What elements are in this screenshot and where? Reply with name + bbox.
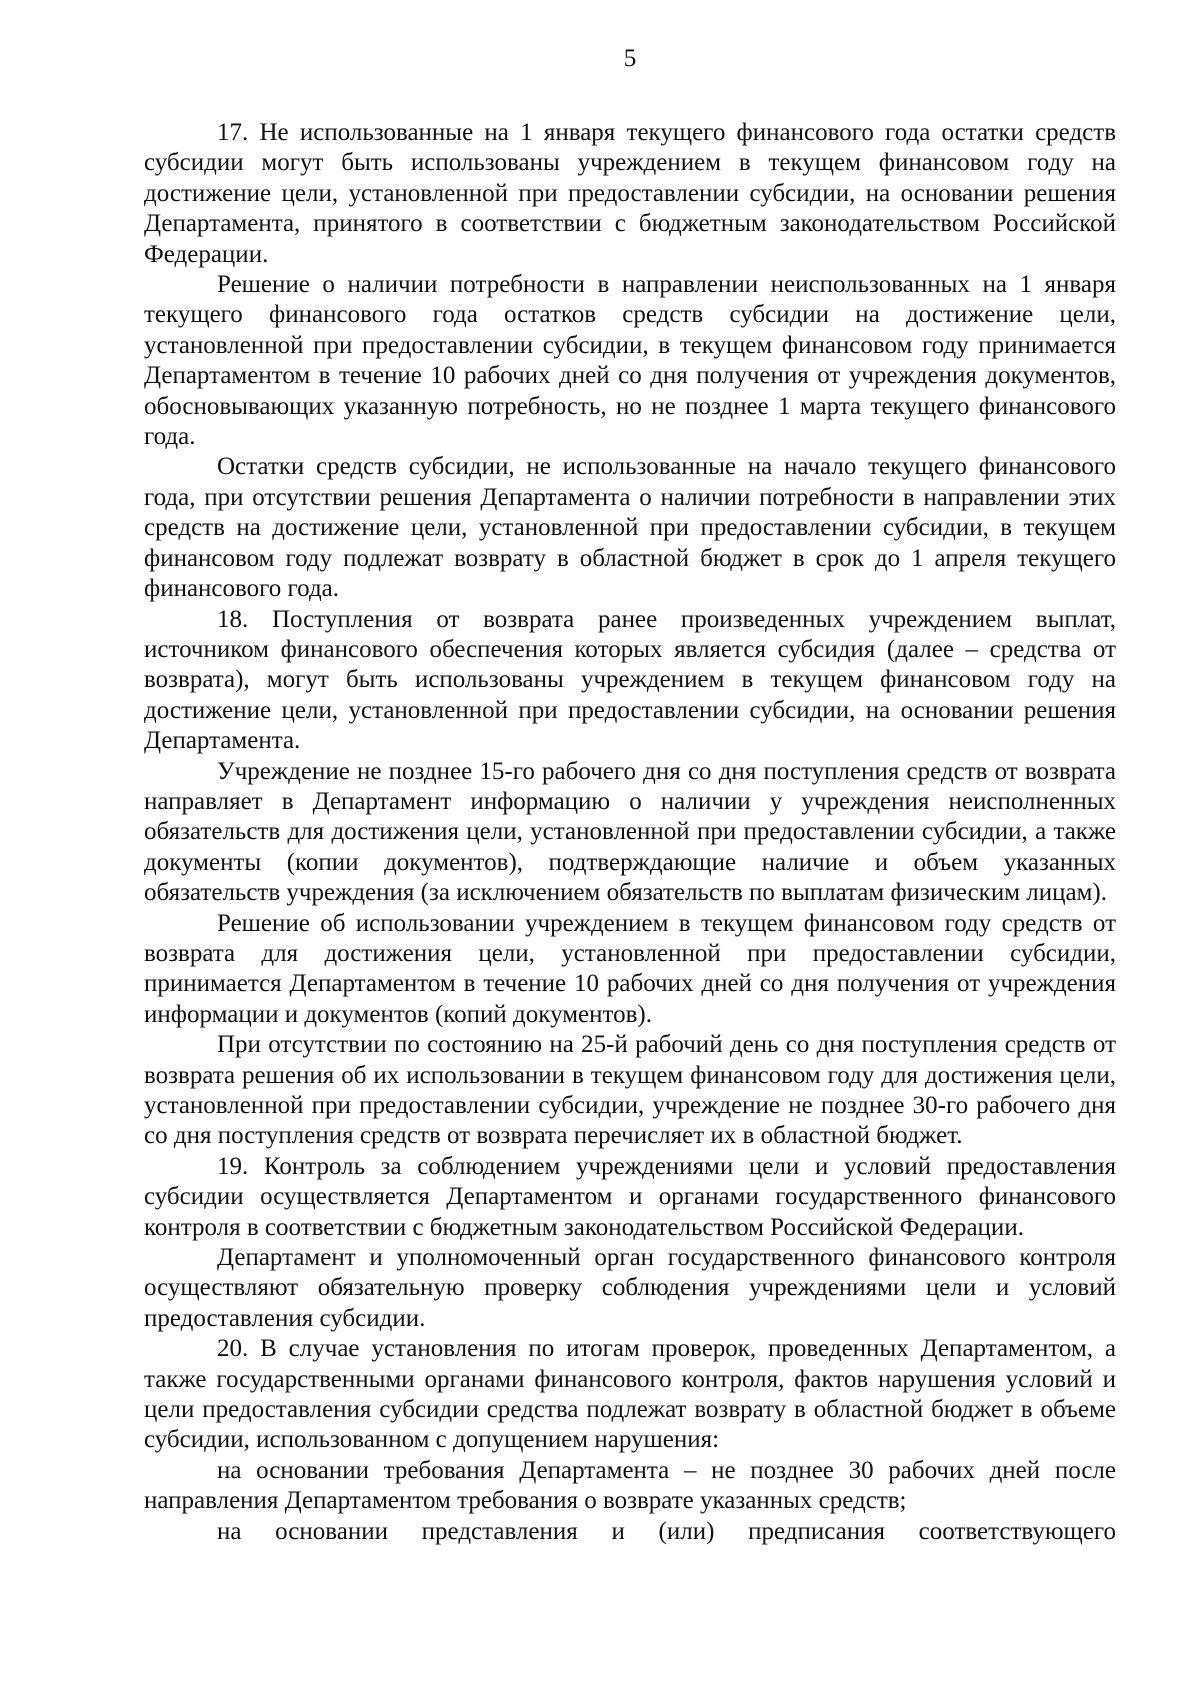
paragraph-18-decision: Решение об использовании учреждением в текущем финансовом году средств от возврата для достижения цели, установленной при предоставлении субсидии, принимается Департаментом в течение 10 рабочих дней со дня получения от учреждения информации и документов (копий документов). bbox=[144, 909, 1116, 1028]
paragraph-19-inspection: Департамент и уполномоченный орган государственного финансового контроля осуществляют обязательную проверку соблюдения учреждениями цели и условий предоставления субсидии. bbox=[144, 1244, 1116, 1332]
page-number: 5 bbox=[623, 45, 637, 72]
document-body bbox=[144, 118, 1116, 1547]
paragraph-17-remainders: Остатки средств субсидии, не использованные на начало текущего финансового года, при отсутствии решения Департамента о наличии потребности в направлении этих средств на достижение цели, установленной при предоставлении субсидии, в текущем финансовом году подлежат возврату в областной бюджет в срок до 1 апреля текущего финансового года. bbox=[144, 453, 1116, 603]
paragraph-20-representation: на основании представления и (или) предписания соответствующего bbox=[217, 1517, 1116, 1545]
paragraph-17-decision: Решение о наличии потребности в направлении неиспользованных на 1 января текущего финансового года остатков средств субсидии на достижение цели, установленной при предоставлении субсидии, в текущем финансовом году принимается Департаментом в течение 10 рабочих дней со дня получения от учреждения документов, обосновывающих указанную потребность, но не позднее 1 марта текущего финансового года. bbox=[144, 271, 1116, 451]
paragraph-18-absence: При отсутствии по состоянию на 25-й рабочий день со дня поступления средств от возврата решения об их использовании в текущем финансовом году для достижения цели, установленной при предоставлении субсидии, учреждение не позднее 30-го рабочего дня со дня поступления средств от возврата перечисляет их в областной бюджет. bbox=[144, 1031, 1116, 1150]
paragraph-18-information: Учреждение не позднее 15-го рабочего дня со дня поступления средств от возврата направляет в Департамент информацию о наличии у учреждения неисполненных обязательств для достижения цели, установленной при предоставлении субсидии, а также документы (копии документов), подтверждающие наличие и объем указанных обязательств учреждения (за исключением обязательств по выплатам физическим лицам). bbox=[144, 757, 1116, 907]
paragraph-20-requirement: на основании требования Департамента – не позднее 30 рабочих дней после направления Департаментом требования о возврате указанных средств; bbox=[144, 1456, 1116, 1515]
paragraph-18: 18. Поступления от возврата ранее произведенных учреждением выплат, источником финансового обеспечения которых является субсидия (далее – средства от возврата), могут быть использованы учреждением в текущем финансовом году на достижение цели, установленной при предоставлении субсидии, на основании решения Департамента. bbox=[144, 605, 1116, 755]
paragraph-19: 19. Контроль за соблюдением учреждениями цели и условий предоставления субсидии осуществляется Департаментом и органами государственного финансового контроля в соответствии с бюджетным законодательством Российской Федерации. bbox=[144, 1152, 1116, 1241]
paragraph-20: 20. В случае установления по итогам проверок, проведенных Департаментом, а также государственными органами финансового контроля, фактов нарушения условий и цели предоставления субсидии средства подлежат возврату в областной бюджет в объеме субсидии, использованном с допущением нарушения: bbox=[144, 1335, 1116, 1454]
paragraph-17: 17. Не использованные на 1 января текущего финансового года остатки средств субсидии могут быть использованы учреждением в текущем финансовом году на достижение цели, установленной при предоставлении субсидии, на основании решения Департамента, принятого в соответствии с бюджетным законодательством Российской Федерации. bbox=[144, 119, 1116, 268]
